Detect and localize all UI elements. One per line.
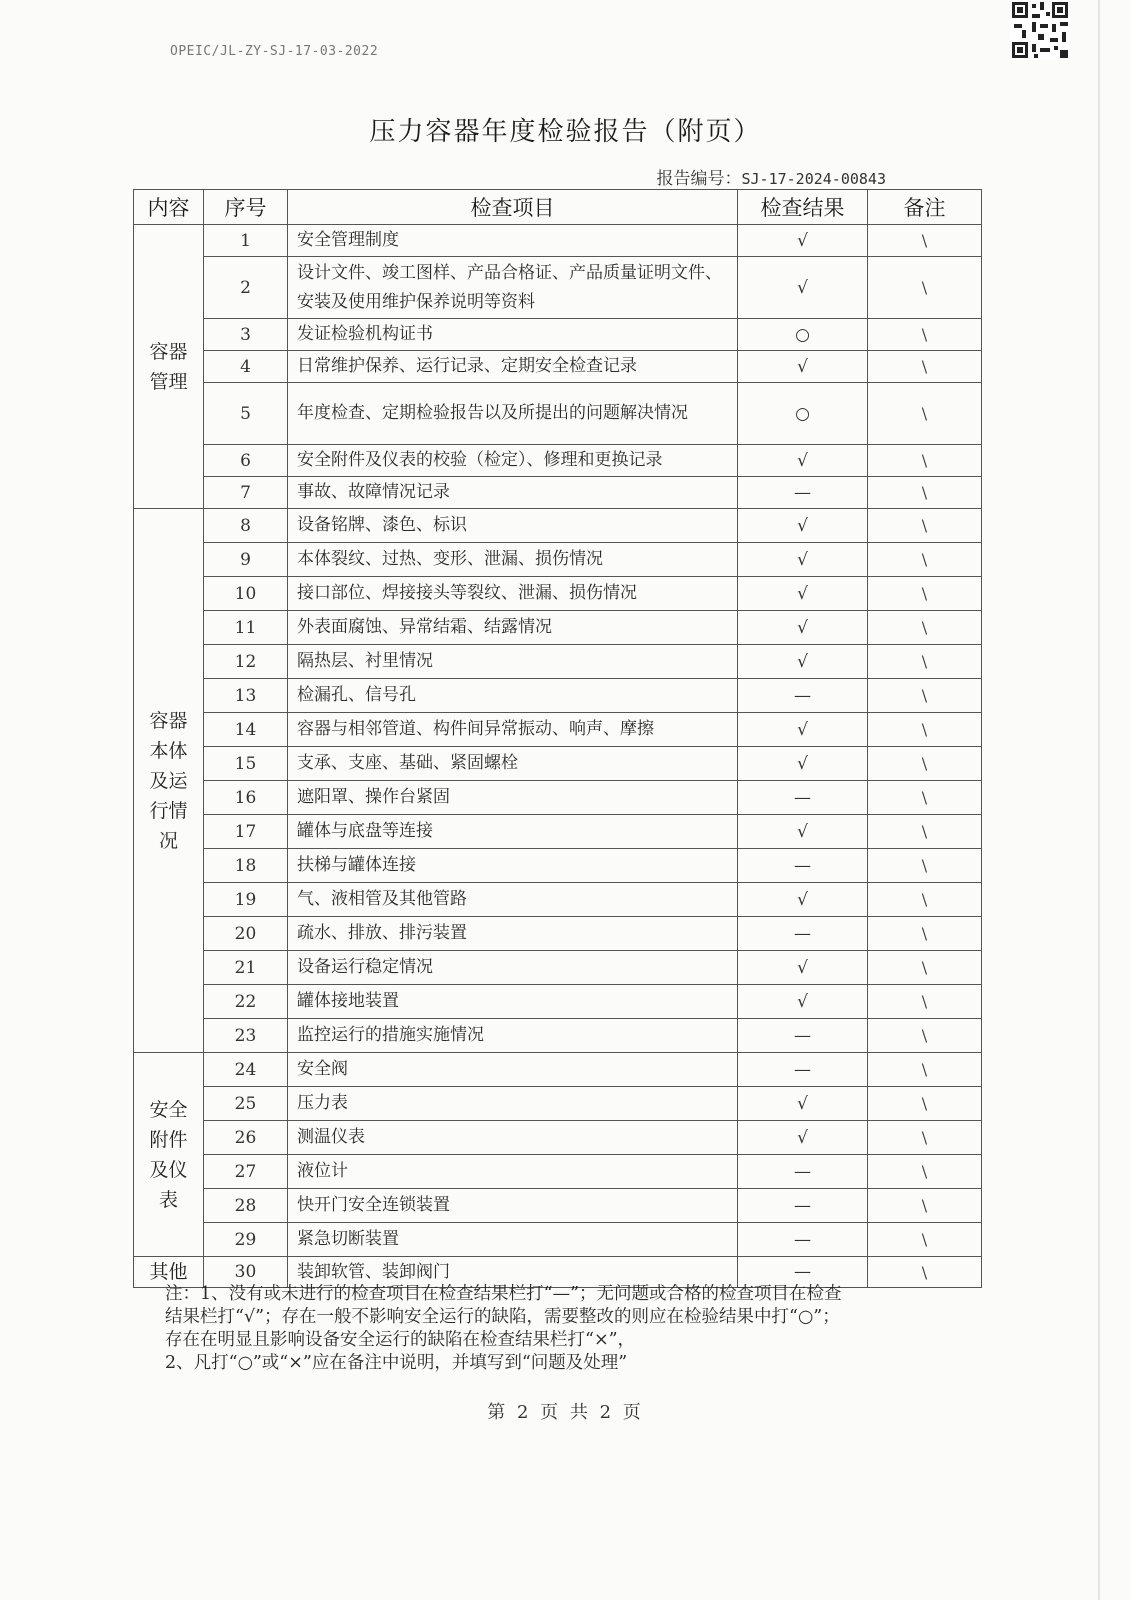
remark: \ — [868, 257, 982, 319]
header-item: 检查项目 — [288, 190, 738, 225]
page-number: 第 2 页 共 2 页 — [487, 1402, 644, 1423]
row-number: 3 — [204, 319, 288, 351]
table-row — [134, 543, 982, 577]
table-row — [134, 1087, 982, 1121]
remark: \ — [868, 1189, 982, 1223]
inspection-result: √ — [738, 645, 868, 679]
row-number: 11 — [204, 611, 288, 645]
inspection-result: √ — [738, 951, 868, 985]
row-number: 29 — [204, 1223, 288, 1257]
row-number: 24 — [204, 1053, 288, 1087]
inspection-result: √ — [738, 351, 868, 383]
table-row — [134, 1223, 982, 1257]
row-number: 10 — [204, 577, 288, 611]
row-number: 5 — [204, 383, 288, 445]
header-content: 内容 — [134, 190, 204, 225]
remark: \ — [868, 577, 982, 611]
inspection-item: 测温仪表 — [288, 1121, 738, 1155]
category-line: 本体 — [149, 739, 188, 762]
page-edge — [1098, 0, 1100, 1600]
inspection-result: √ — [738, 257, 868, 319]
inspection-result: √ — [738, 1121, 868, 1155]
category-line: 其他 — [149, 1261, 188, 1283]
inspection-result: — — [738, 1155, 868, 1189]
category-line: 及运 — [149, 769, 188, 792]
inspection-item: 罐体接地装置 — [288, 985, 738, 1019]
table-row — [134, 951, 982, 985]
remark: \ — [868, 225, 982, 257]
inspection-result: √ — [738, 713, 868, 747]
inspection-result: ○ — [738, 319, 868, 351]
inspection-result: — — [738, 849, 868, 883]
inspection-item: 接口部位、焊接接头等裂纹、泄漏、损伤情况 — [288, 577, 738, 611]
row-number: 2 — [204, 257, 288, 319]
remark: \ — [868, 645, 982, 679]
inspection-result: √ — [738, 225, 868, 257]
inspection-item: 设备铭牌、漆色、标识 — [288, 509, 738, 543]
table-row — [134, 1019, 982, 1053]
row-number: 15 — [204, 747, 288, 781]
row-number: 18 — [204, 849, 288, 883]
row-number: 12 — [204, 645, 288, 679]
table-row — [134, 781, 982, 815]
category-line: 容器 — [149, 709, 188, 732]
table-body — [134, 225, 982, 1288]
table-row — [134, 383, 982, 445]
category-line: 容器 — [149, 340, 188, 363]
inspection-item: 发证检验机构证书 — [288, 319, 738, 351]
header-number: 序号 — [204, 190, 288, 225]
category-body — [134, 509, 204, 1053]
inspection-item: 本体裂纹、过热、变形、泄漏、损伤情况 — [288, 543, 738, 577]
report-number — [657, 164, 887, 189]
remark: \ — [868, 713, 982, 747]
table-row — [134, 351, 982, 383]
row-number: 7 — [204, 477, 288, 509]
inspection-result: — — [738, 1189, 868, 1223]
inspection-item: 检漏孔、信号孔 — [288, 679, 738, 713]
row-number: 20 — [204, 917, 288, 951]
inspection-result: — — [738, 1257, 868, 1288]
document-code: OPEIC/JL-ZY-SJ-17-03-2022 — [170, 44, 379, 59]
remark: \ — [868, 781, 982, 815]
row-number: 27 — [204, 1155, 288, 1189]
inspection-item: 快开门安全连锁装置 — [288, 1189, 738, 1223]
table-row — [134, 319, 982, 351]
table-row — [134, 509, 982, 543]
remark: \ — [868, 951, 982, 985]
inspection-item: 液位计 — [288, 1155, 738, 1189]
remark: \ — [868, 747, 982, 781]
inspection-item: 安全附件及仪表的校验（检定）、修理和更换记录 — [288, 445, 738, 477]
inspection-item: 监控运行的措施实施情况 — [288, 1019, 738, 1053]
remark: \ — [868, 849, 982, 883]
table-row — [134, 985, 982, 1019]
inspection-result: — — [738, 1053, 868, 1087]
inspection-item: 扶梯与罐体连接 — [288, 849, 738, 883]
row-number: 25 — [204, 1087, 288, 1121]
row-number: 23 — [204, 1019, 288, 1053]
inspection-item: 隔热层、衬里情况 — [288, 645, 738, 679]
inspection-result: — — [738, 1019, 868, 1053]
inspection-item: 日常维护保养、运行记录、定期安全检查记录 — [288, 351, 738, 383]
row-number: 16 — [204, 781, 288, 815]
remark: \ — [868, 985, 982, 1019]
note-line: 2、凡打“○”或“×”应在备注中说明，并填写到“问题及处理” — [165, 1353, 628, 1373]
inspection-result: √ — [738, 883, 868, 917]
remark: \ — [868, 1121, 982, 1155]
inspection-result: ○ — [738, 383, 868, 445]
row-number: 4 — [204, 351, 288, 383]
inspection-item: 罐体与底盘等连接 — [288, 815, 738, 849]
remark: \ — [868, 383, 982, 445]
inspection-result: — — [738, 477, 868, 509]
inspection-result: √ — [738, 509, 868, 543]
category-line: 管理 — [149, 370, 188, 393]
row-number: 30 — [204, 1257, 288, 1288]
table-row — [134, 849, 982, 883]
note-line: 存在在明显且影响设备安全运行的缺陷在检查结果栏打“×”， — [165, 1330, 636, 1350]
remark: \ — [868, 679, 982, 713]
remark: \ — [868, 1053, 982, 1087]
inspection-item: 压力表 — [288, 1087, 738, 1121]
row-number: 22 — [204, 985, 288, 1019]
table-row — [134, 917, 982, 951]
table-row — [134, 477, 982, 509]
category-line: 行情 — [149, 799, 188, 822]
report-number-value: SJ-17-2024-00843 — [741, 170, 886, 188]
inspection-result: √ — [738, 543, 868, 577]
row-number: 17 — [204, 815, 288, 849]
row-number: 13 — [204, 679, 288, 713]
inspection-result: — — [738, 1223, 868, 1257]
category-line: 况 — [158, 829, 178, 852]
report-number-label: 报告编号： — [656, 169, 742, 189]
inspection-item: 遮阳罩、操作台紧固 — [288, 781, 738, 815]
row-number: 8 — [204, 509, 288, 543]
category-line: 安全 — [149, 1098, 188, 1121]
inspection-result: — — [738, 679, 868, 713]
header-remark: 备注 — [868, 190, 982, 225]
table-row — [134, 577, 982, 611]
inspection-table — [133, 189, 982, 1288]
table-row — [134, 815, 982, 849]
category-management — [134, 225, 204, 509]
header-result: 检查结果 — [738, 190, 868, 225]
inspection-item: 支承、支座、基础、紧固螺栓 — [288, 747, 738, 781]
inspection-result: √ — [738, 1087, 868, 1121]
row-number: 19 — [204, 883, 288, 917]
remark: \ — [868, 477, 982, 509]
inspection-result: √ — [738, 611, 868, 645]
remark: \ — [868, 1257, 982, 1288]
inspection-result: — — [738, 781, 868, 815]
row-number: 28 — [204, 1189, 288, 1223]
inspection-result: √ — [738, 445, 868, 477]
row-number: 26 — [204, 1121, 288, 1155]
remark: \ — [868, 319, 982, 351]
category-safety — [134, 1053, 204, 1257]
inspection-item: 容器与相邻管道、构件间异常振动、响声、摩擦 — [288, 713, 738, 747]
row-number: 9 — [204, 543, 288, 577]
inspection-item: 安全阀 — [288, 1053, 738, 1087]
inspection-result: √ — [738, 985, 868, 1019]
table-row — [134, 1189, 982, 1223]
remark: \ — [868, 1087, 982, 1121]
inspection-item: 疏水、排放、排污装置 — [288, 917, 738, 951]
inspection-result: √ — [738, 577, 868, 611]
remark: \ — [868, 611, 982, 645]
remark: \ — [868, 509, 982, 543]
inspection-item: 设备运行稳定情况 — [288, 951, 738, 985]
table-row — [134, 257, 982, 319]
category-line: 及仪 — [149, 1158, 188, 1181]
table-row — [134, 883, 982, 917]
row-number: 14 — [204, 713, 288, 747]
row-number: 21 — [204, 951, 288, 985]
table-row — [134, 1155, 982, 1189]
table-row — [134, 611, 982, 645]
remark: \ — [868, 1019, 982, 1053]
qr-code-icon — [1010, 0, 1070, 60]
inspection-item: 设计文件、竣工图样、产品合格证、产品质量证明文件、安装及使用维护保养说明等资料 — [288, 257, 738, 319]
inspection-item: 安全管理制度 — [288, 225, 738, 257]
table-row — [134, 645, 982, 679]
row-number: 6 — [204, 445, 288, 477]
inspection-item: 紧急切断装置 — [288, 1223, 738, 1257]
inspection-result: √ — [738, 747, 868, 781]
category-line: 附件 — [149, 1128, 188, 1151]
remark: \ — [868, 543, 982, 577]
inspection-item: 气、液相管及其他管路 — [288, 883, 738, 917]
inspection-item: 年度检查、定期检验报告以及所提出的问题解决情况 — [288, 383, 738, 445]
table-row — [134, 1053, 982, 1087]
table-row — [134, 225, 982, 257]
row-number: 1 — [204, 225, 288, 257]
table-row — [134, 747, 982, 781]
remark: \ — [868, 883, 982, 917]
remark: \ — [868, 445, 982, 477]
table-row — [134, 1121, 982, 1155]
table-row — [134, 713, 982, 747]
table-header-row — [134, 190, 982, 225]
remark: \ — [868, 815, 982, 849]
notes — [165, 1283, 965, 1375]
remark: \ — [868, 917, 982, 951]
inspection-item: 事故、故障情况记录 — [288, 477, 738, 509]
category-line: 表 — [158, 1188, 178, 1211]
page-title: 压力容器年度检验报告（附页） — [369, 117, 762, 147]
table-row — [134, 679, 982, 713]
inspection-result: — — [738, 917, 868, 951]
inspection-item: 装卸软管、装卸阀门 — [288, 1257, 738, 1288]
note-line: 注：1、没有或未进行的检查项目在检查结果栏打“—”；无问题或合格的检查项目在检查 — [165, 1284, 842, 1304]
remark: \ — [868, 351, 982, 383]
inspection-result: √ — [738, 815, 868, 849]
remark: \ — [868, 1155, 982, 1189]
table-row — [134, 445, 982, 477]
note-line: 结果栏打“√”；存在一般不影响安全运行的缺陷，需要整改的则应在检验结果中打“○”； — [165, 1307, 840, 1327]
remark: \ — [868, 1223, 982, 1257]
inspection-item: 外表面腐蚀、异常结霜、结露情况 — [288, 611, 738, 645]
